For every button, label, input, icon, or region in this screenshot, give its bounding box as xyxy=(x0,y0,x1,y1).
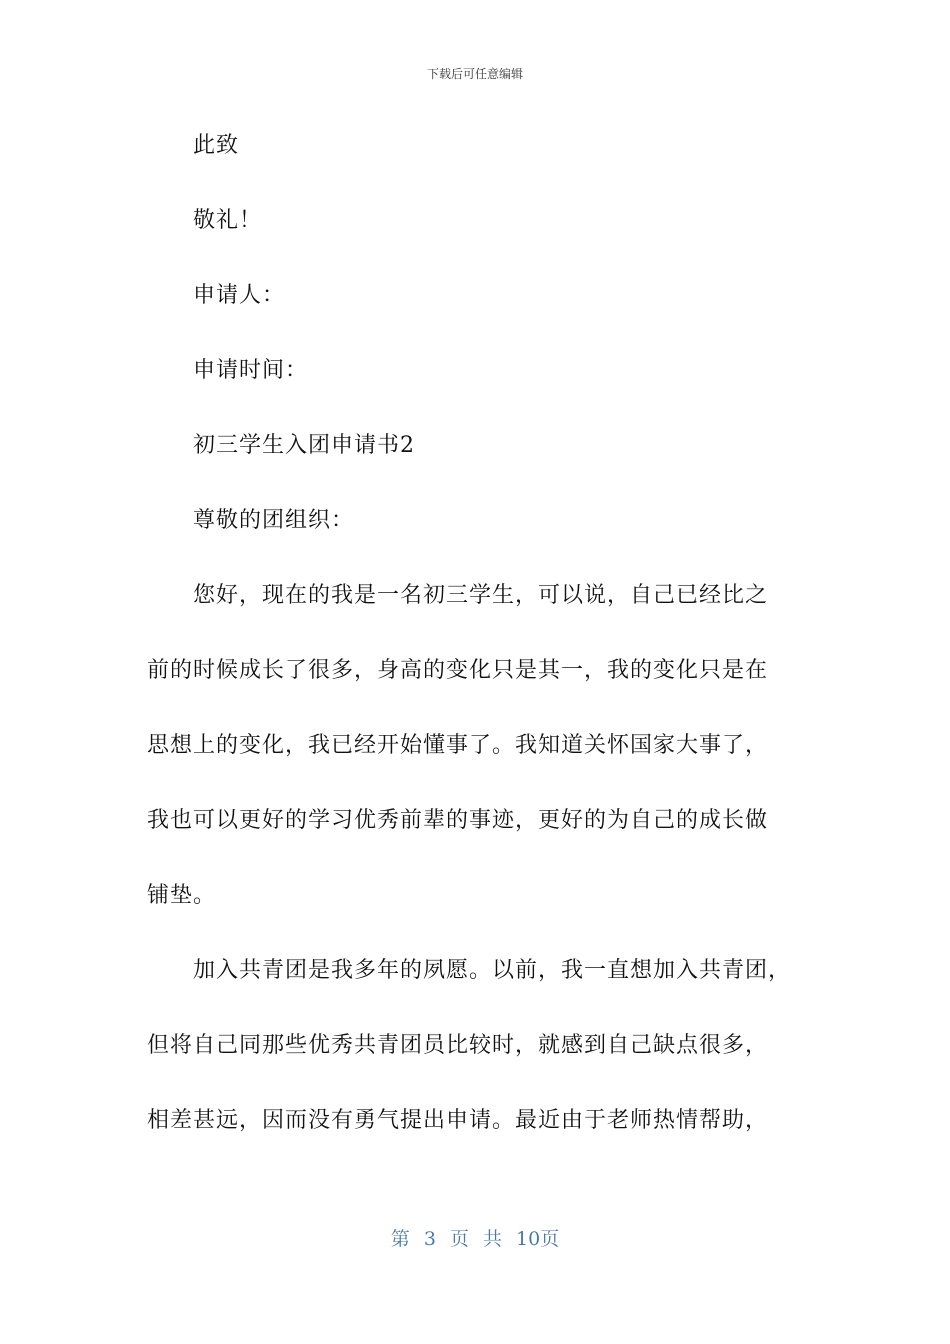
document-body xyxy=(147,124,807,1174)
letter-greeting: 尊敬的团组织： xyxy=(193,508,355,533)
page-header-note: 下载后可任意编辑 xyxy=(426,67,523,81)
application-date-line: 申请时间： xyxy=(193,358,309,383)
section-title: 初三学生入团申请书2 xyxy=(193,433,415,458)
paragraph-line: 您好，现在的我是一名初三学生，可以说，自己已经比之 xyxy=(193,583,769,608)
page-number: 第 3 页 共 10页 xyxy=(390,1228,560,1250)
paragraph-line: 前的时候成长了很多，身高的变化只是其一，我的变化只是在 xyxy=(147,658,769,683)
paragraph-line: 铺垫。 xyxy=(147,883,217,908)
paragraph-line: 加入共青团是我多年的夙愿。以前，我一直想加入共青团， xyxy=(193,958,792,983)
paragraph-line: 相差甚远，因而没有勇气提出申请。最近由于老师热情帮助， xyxy=(147,1108,769,1133)
paragraph-line: 我也可以更好的学习优秀前辈的事迹，更好的为自己的成长做 xyxy=(147,808,769,833)
closing-salutation-line: 此致 xyxy=(193,133,240,158)
paragraph-line: 思想上的变化，我已经开始懂事了。我知道关怀国家大事了， xyxy=(147,733,769,758)
applicant-line: 申请人： xyxy=(193,283,286,308)
closing-regards-line: 敬礼！ xyxy=(193,208,263,233)
paragraph-line: 但将自己同那些优秀共青团员比较时，就感到自己缺点很多， xyxy=(147,1033,769,1058)
